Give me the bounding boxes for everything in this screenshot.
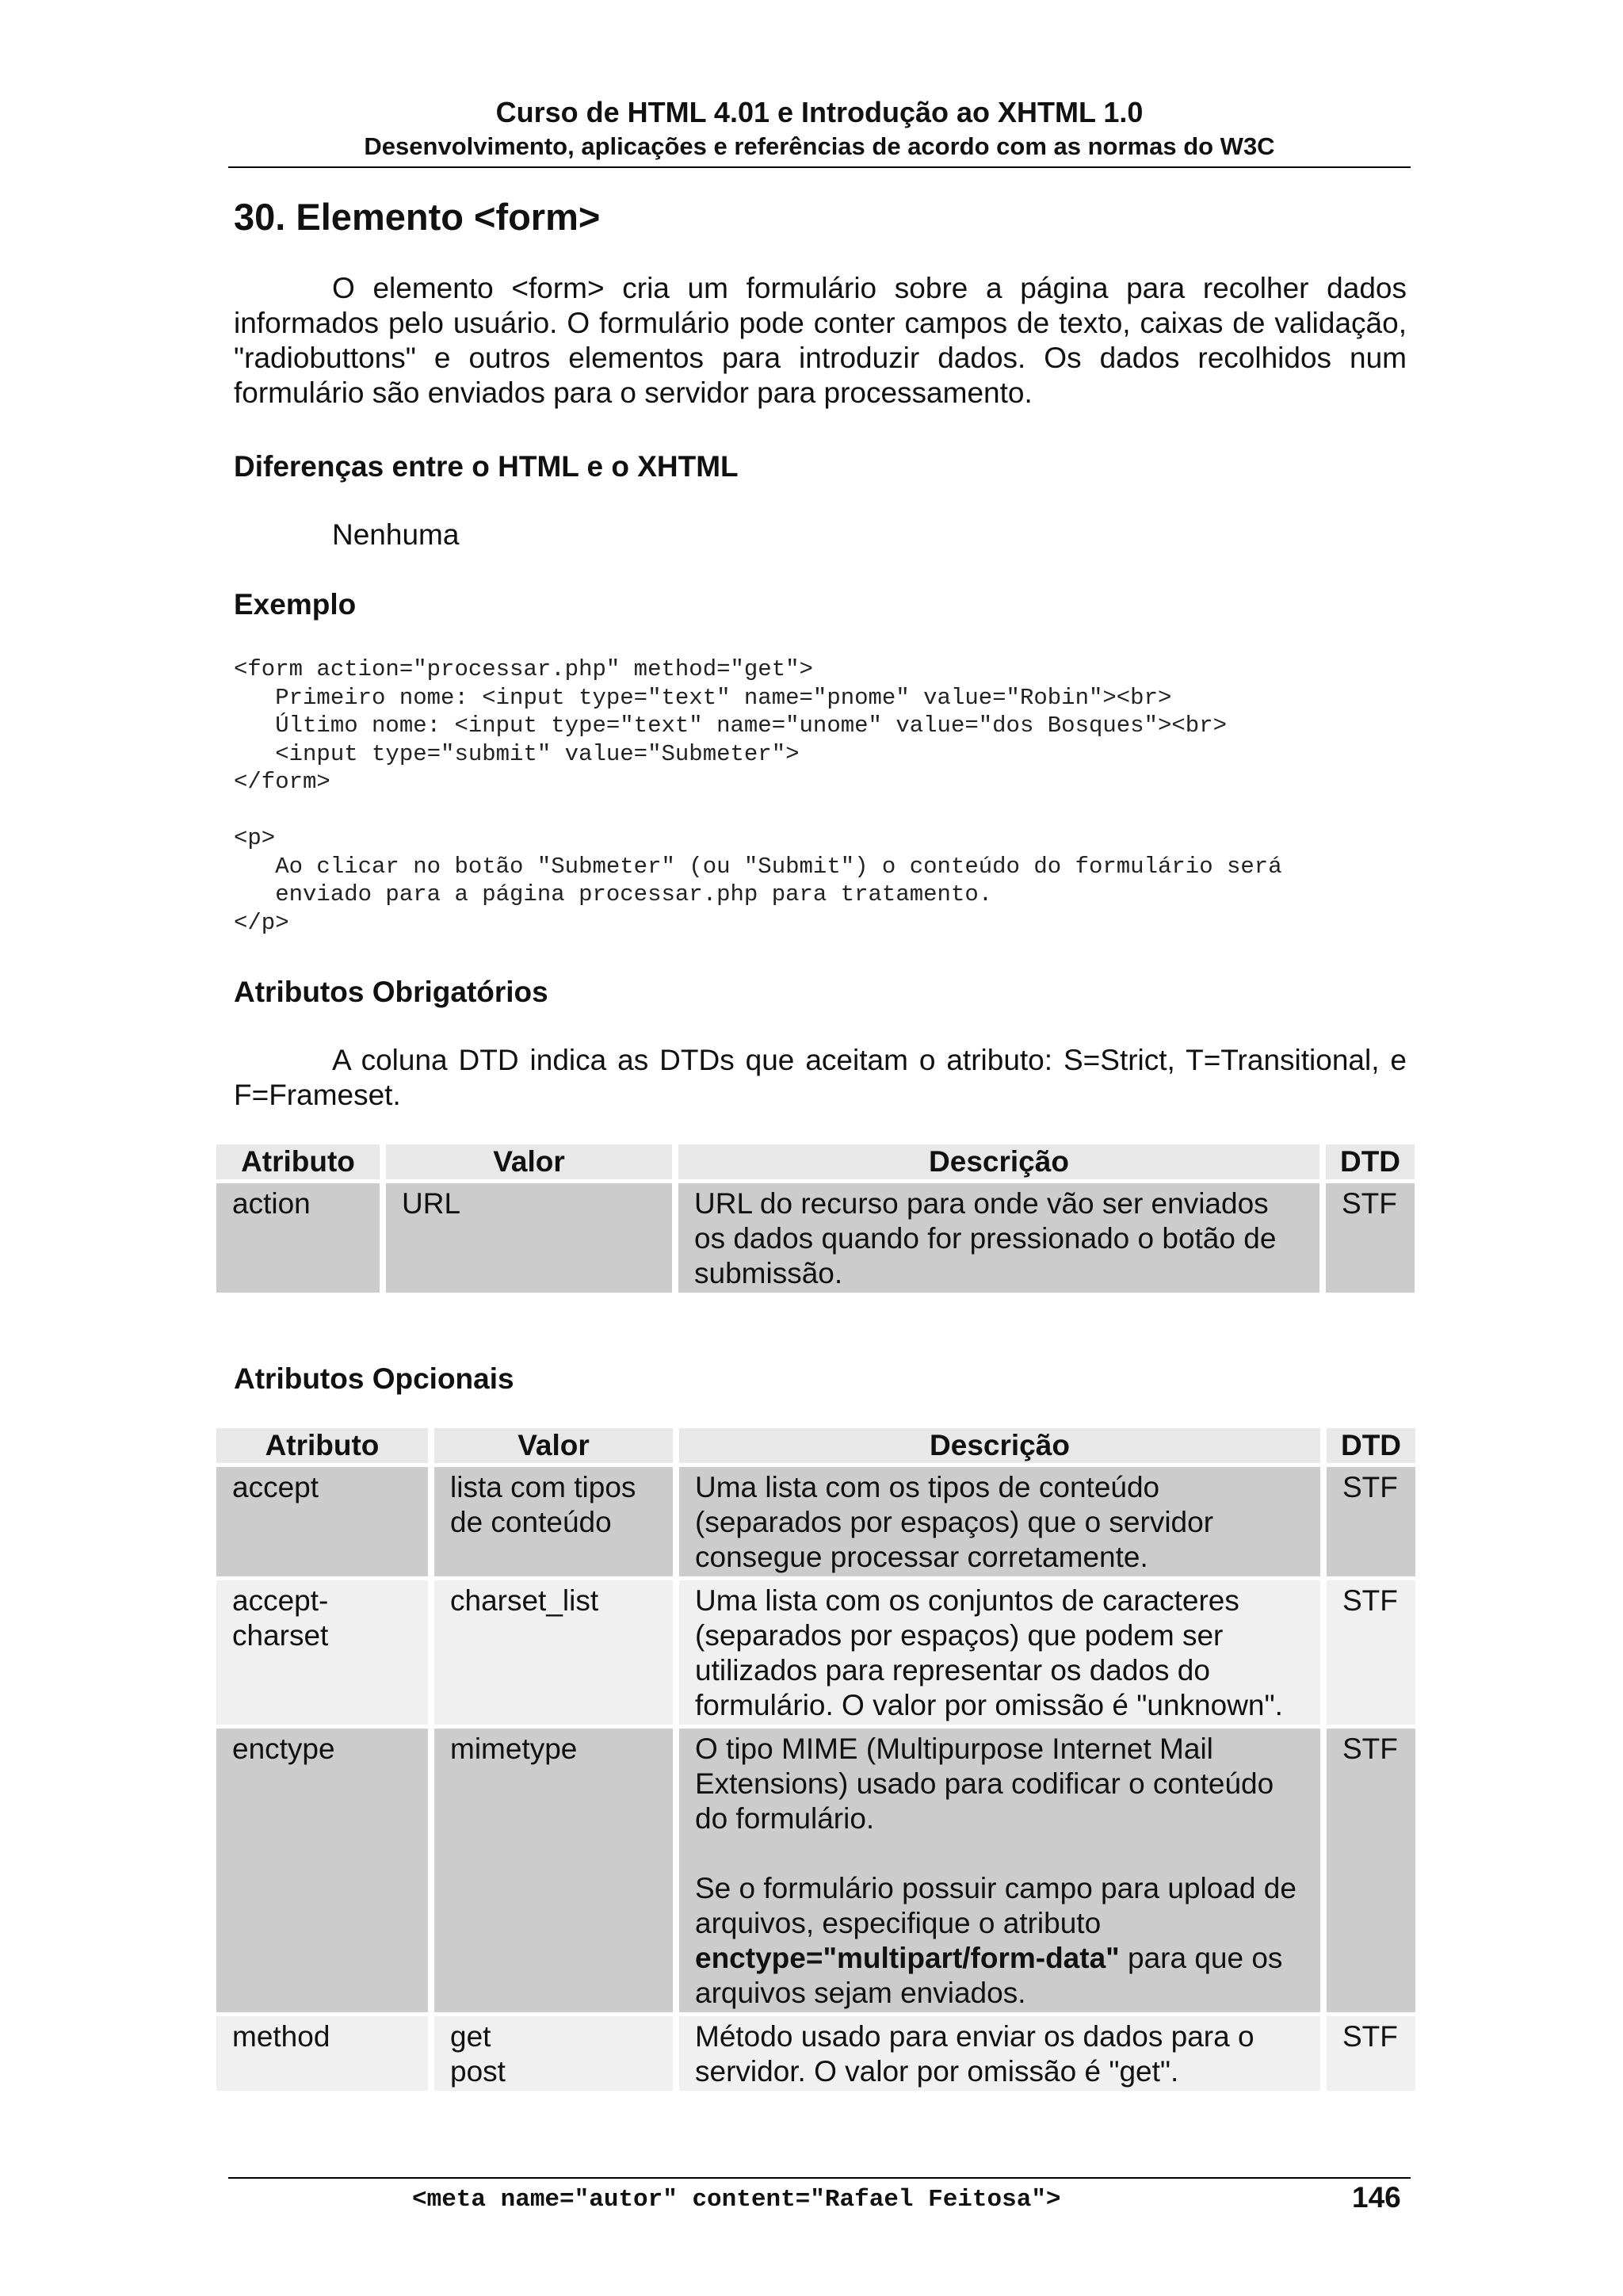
footer-divider [228,2177,1411,2179]
desc-cell: Método usado para enviar os dados para o servidor. O valor por omissão é "get". [679,2016,1320,2091]
required-heading: Atributos Obrigatórios [234,976,548,1008]
required-attributes-table [210,1140,1421,1297]
desc-paragraph: O tipo MIME (Multipurpose Internet Mail Extensions) usado para codificar o conteúdo do formulário. [695,1733,1274,1835]
value-cell: charset_list [434,1580,673,1725]
dtd-note-paragraph [234,1043,1407,1113]
header-title: Curso de HTML 4.01 e Introdução ao XHTML 1.0 [495,96,1144,128]
desc-cell: Uma lista com os tipos de conteúdo (separados por espaços) que o servidor consegue processar corretamente. [679,1467,1320,1576]
footer-meta: <meta name="autor" content="Rafael Feitosa"> [412,2186,1061,2214]
column-header: Descrição [679,1428,1320,1463]
desc-emphasis: enctype="multipart/form-data" [695,1942,1120,1974]
intro-paragraph [234,271,1407,411]
column-header: Atributo [216,1144,380,1179]
value-cell: mimetype [434,1729,673,2012]
dtd-cell: STF [1327,1729,1415,2012]
dtd-cell: STF [1327,1467,1415,1576]
desc-cell: URL do recurso para onde vão ser enviados os dados quando for pressionado o botão de submissão. [678,1183,1319,1293]
intro-text: O elemento <form> cria um formulário sobre a página para recolher dados informados pelo usuário. O formulário pode conter campos de texto, caixas de validação, "radiobuttons" e outros elementos para introduzir dados. Os dados recolhidos num formulário são enviados para o servidor para processamento. [234,272,1407,409]
diff-heading: Diferenças entre o HTML e o XHTML [234,450,739,483]
column-header: DTD [1327,1428,1415,1463]
table-header-row [216,1144,1415,1179]
column-header: Atributo [216,1428,428,1463]
section-title: 30. Elemento <form> [234,196,601,238]
desc-cell [679,1729,1320,2012]
dtd-cell: STF [1327,2016,1415,2091]
dtd-cell: STF [1327,1580,1415,1725]
optional-heading: Atributos Opcionais [234,1362,514,1395]
value-cell: URL [386,1183,672,1293]
column-header: DTD [1326,1144,1415,1179]
attr-cell: accept [216,1467,428,1576]
desc-spacer [695,1836,1304,1871]
attr-cell: action [216,1183,380,1293]
dtd-cell: STF [1326,1183,1415,1293]
page-number: 146 [1352,2181,1401,2214]
example-heading: Exemplo [234,588,357,621]
value-cell [434,2016,673,2091]
table-row [216,1183,1415,1293]
diff-text: Nenhuma [332,518,460,551]
desc-text: para que os arquivos sejam enviados. [695,1942,1283,2009]
table-row [216,2016,1415,2091]
value-line: post [450,2055,506,2088]
header-subtitle: Desenvolvimento, aplicações e referências de acordo com as normas do W3C [364,132,1275,160]
desc-cell: Uma lista com os conjuntos de caracteres (separados por espaços) que podem ser utilizados para representar os dados do formulário. O valor por omissão é "unknown". [679,1580,1320,1725]
column-header: Descrição [678,1144,1319,1179]
column-header: Valor [434,1428,673,1463]
example-code: <form action="processar.php" method="get"> Primeiro nome: <input type="text" name="pnome" value="Robin"><br> Último nome: <input type="text" name="unome" value="dos Bosques"><br> <input type="submit" value="Submeter"> </form> <p> Ao clicar no botão "Submeter" (ou "Submit") o conteúdo do formulário será enviado para a página processar.php para tratamento. </p> [234,656,1282,936]
attr-cell: enctype [216,1729,428,2012]
desc-text: Se o formulário possuir campo para upload de arquivos, especifique o atributo [695,1872,1296,1939]
optional-attributes-table [210,1424,1422,2095]
column-header: Valor [386,1144,672,1179]
value-line: get [450,2020,491,2053]
desc-paragraph [695,1871,1304,2011]
table-row [216,1580,1415,1725]
attr-cell: accept-charset [216,1580,428,1725]
table-row [216,1467,1415,1576]
table-row [216,1729,1415,2012]
dtd-note: A coluna DTD indica as DTDs que aceitam o atributo: S=Strict, T=Transitional, e F=Frameset. [234,1044,1407,1111]
value-cell: lista com tipos de conteúdo [434,1467,673,1576]
attr-cell: method [216,2016,428,2091]
header-divider [228,166,1411,168]
table-header-row [216,1428,1415,1463]
